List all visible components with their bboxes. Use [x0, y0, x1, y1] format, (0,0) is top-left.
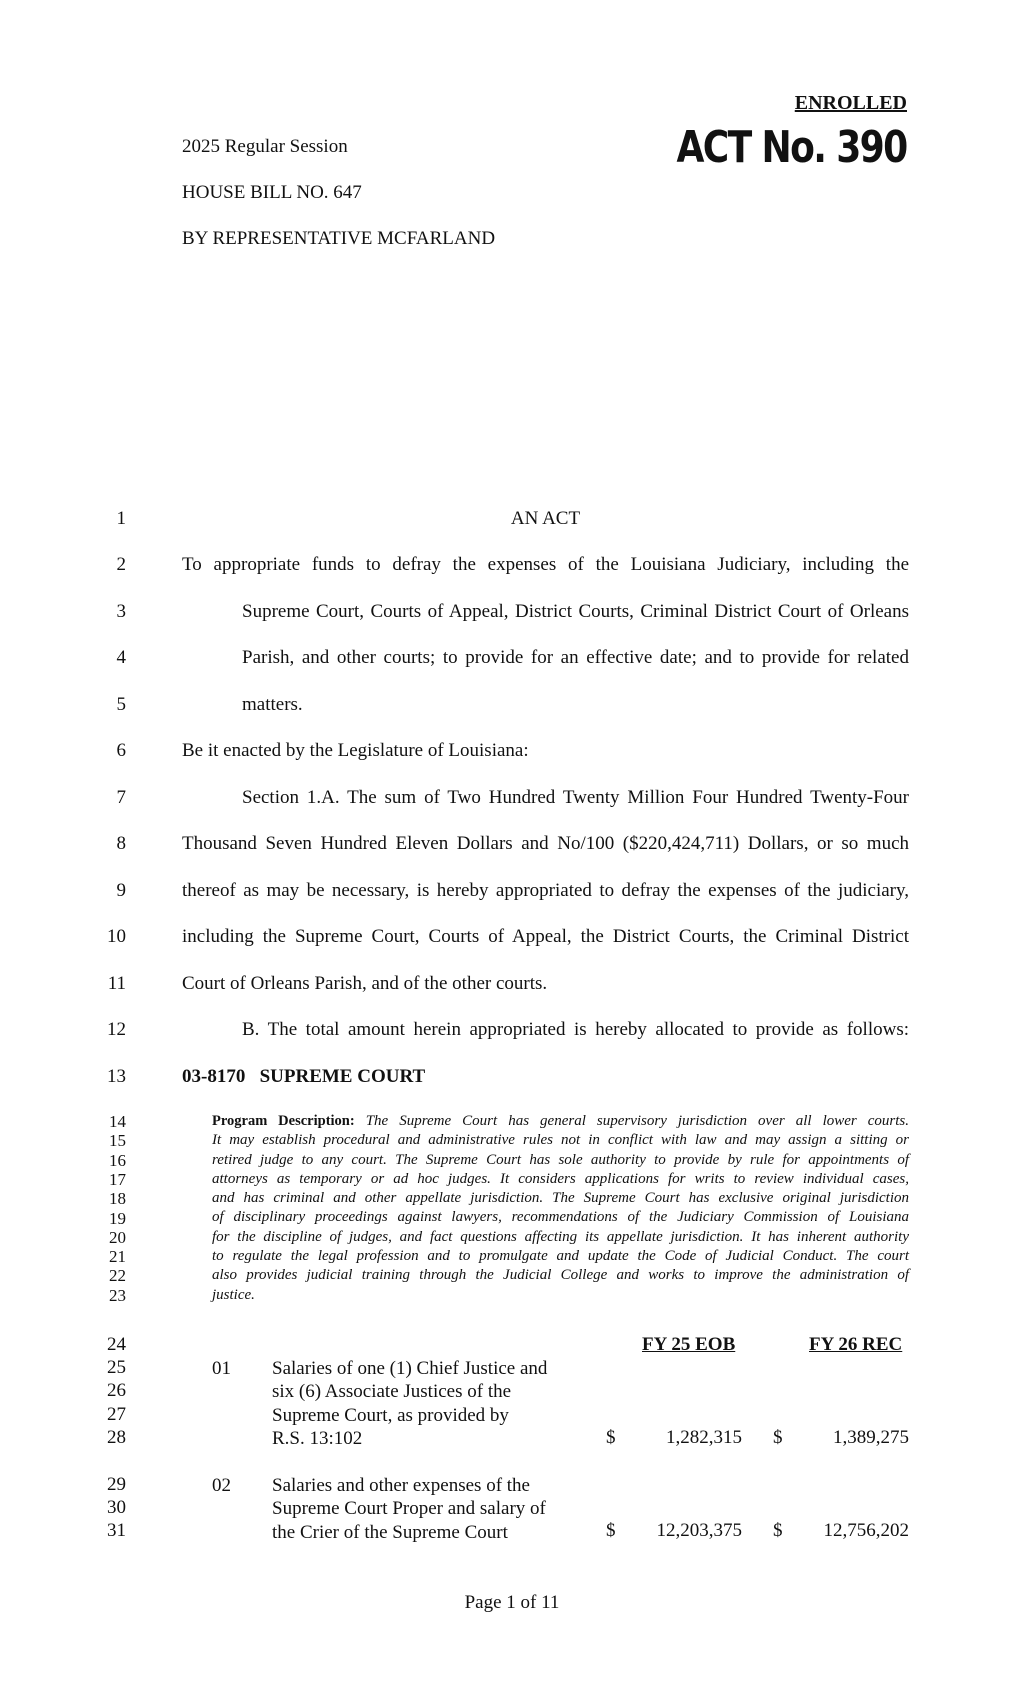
amount-fy26: 1,389,275	[833, 1427, 909, 1448]
program-description-line: and has criminal and other appellate jurisdiction. The Supreme Court has exclusive original jurisdiction	[212, 1190, 909, 1207]
section-text-line: Thousand Seven Hundred Eleven Dollars and No/100 ($220,424,711) Dollars, or so much	[182, 833, 909, 854]
line-number: 24	[107, 1334, 126, 1355]
column-header-fy25: FY 25 EOB	[642, 1334, 736, 1355]
enrolled-label: ENROLLED	[794, 92, 907, 114]
line-number: 25	[107, 1357, 126, 1378]
line-number: 4	[116, 647, 126, 668]
line-number: 5	[116, 694, 126, 715]
program-description-line: justice.	[212, 1286, 255, 1303]
currency-symbol: $	[606, 1520, 616, 1541]
item-code: 01	[212, 1358, 231, 1379]
bill-number: HOUSE BILL NO. 647	[182, 182, 362, 203]
line-number: 17	[109, 1170, 126, 1189]
line-number: 14	[109, 1112, 126, 1131]
section-text-line: thereof as may be necessary, is hereby appropriated to defray the expenses of the judiciary,	[182, 880, 909, 901]
currency-symbol: $	[773, 1427, 783, 1448]
line-number: 6	[116, 740, 126, 761]
section-text-line: Court of Orleans Parish, and of the other courts.	[182, 973, 548, 994]
program-description	[212, 1112, 909, 1305]
program-description-line: for the discipline of judges, and fact questions affecting its appellate jurisdiction. It has inherent authority	[212, 1228, 909, 1245]
line-number: 19	[109, 1209, 126, 1228]
currency-symbol: $	[606, 1427, 616, 1448]
program-description-line: Program Description: The Supreme Court has general supervisory jurisdiction over all lower courts.	[212, 1113, 909, 1129]
item-description: Salaries of one (1) Chief Justice and six (6) Associate Justices of the Supreme Court, as provided by R.S. 13:102	[272, 1358, 548, 1449]
program-description-line: It may establish procedural and administrative rules not in conflict with law and may assign a sitting or	[212, 1132, 909, 1149]
page-number: Page 1 of 11	[464, 1592, 560, 1613]
column-header-fy26: FY 26 REC	[809, 1334, 903, 1355]
section-text-line: including the Supreme Court, Courts of Appeal, the District Courts, the Criminal District	[182, 926, 909, 947]
section-text-line: B. The total amount herein appropriated is hereby allocated to provide as follows:	[242, 1019, 909, 1040]
program-description-line: retired judge to any court. The Supreme Court has sole authority to provide by rule for appointments of	[212, 1151, 909, 1168]
line-number: 29	[107, 1474, 126, 1495]
line-number: 28	[107, 1427, 126, 1448]
line-number: 23	[109, 1286, 126, 1305]
line-number: 12	[107, 1019, 126, 1040]
line-number: 1	[116, 508, 126, 529]
line-number: 11	[107, 973, 126, 994]
act-number: ACT No. 390	[676, 122, 907, 173]
amount-fy25: 12,203,375	[656, 1520, 742, 1541]
line-number: 30	[107, 1497, 126, 1518]
program-description-line: of disciplinary proceedings against lawyers, recommendations of the Judiciary Commission of Louisiana	[212, 1209, 909, 1226]
line-number: 22	[109, 1266, 126, 1285]
currency-symbol: $	[773, 1520, 783, 1541]
line-number: 10	[107, 926, 126, 947]
bill-author: BY REPRESENTATIVE MCFARLAND	[182, 228, 496, 249]
line-number: 8	[116, 833, 126, 854]
act-title-line: Supreme Court, Courts of Appeal, District Courts, Criminal District Court of Orleans	[242, 601, 909, 622]
session-label: 2025 Regular Session	[182, 136, 348, 157]
program-description-label: Program Description:	[212, 1113, 355, 1129]
item-description: Salaries and other expenses of the Supreme Court Proper and salary of the Crier of the Supreme Court	[272, 1475, 546, 1543]
line-number: 20	[109, 1228, 126, 1247]
item-code: 02	[212, 1475, 231, 1496]
line-number: 15	[109, 1131, 126, 1150]
act-title: AN ACT	[510, 508, 581, 529]
line-number: 3	[116, 601, 126, 622]
section-text-line: Section 1.A. The sum of Two Hundred Twenty Million Four Hundred Twenty-Four	[242, 787, 909, 808]
line-number: 9	[116, 880, 126, 901]
act-title-line: To appropriate funds to defray the expenses of the Louisiana Judiciary, including the	[182, 554, 909, 575]
program-description-line: attorneys as temporary or ad hoc judges. It considers applications for writs to review individual cases,	[212, 1170, 909, 1187]
line-number: 31	[107, 1520, 126, 1541]
program-description-line: also provides judicial training through the Judicial College and works to improve the administration of	[212, 1267, 909, 1284]
program-description-line: to regulate the legal profession and to promulgate and update the Code of Judicial Conduct. The court	[212, 1248, 909, 1265]
amount-fy25: 1,282,315	[666, 1427, 742, 1448]
line-number: 16	[109, 1151, 126, 1170]
line-number: 18	[109, 1189, 126, 1208]
line-number: 26	[107, 1380, 126, 1401]
amount-fy26: 12,756,202	[823, 1520, 909, 1541]
section-heading: 03-8170 SUPREME COURT	[182, 1066, 426, 1087]
line-number: 7	[116, 787, 126, 808]
act-title-line: Parish, and other courts; to provide for an effective date; and to provide for related	[242, 647, 909, 668]
line-number: 2	[116, 554, 126, 575]
line-number: 13	[107, 1066, 126, 1087]
line-number: 27	[107, 1404, 126, 1425]
enacting-clause: Be it enacted by the Legislature of Louisiana:	[182, 740, 529, 761]
act-title-line: matters.	[242, 694, 303, 715]
line-number: 21	[109, 1247, 126, 1266]
